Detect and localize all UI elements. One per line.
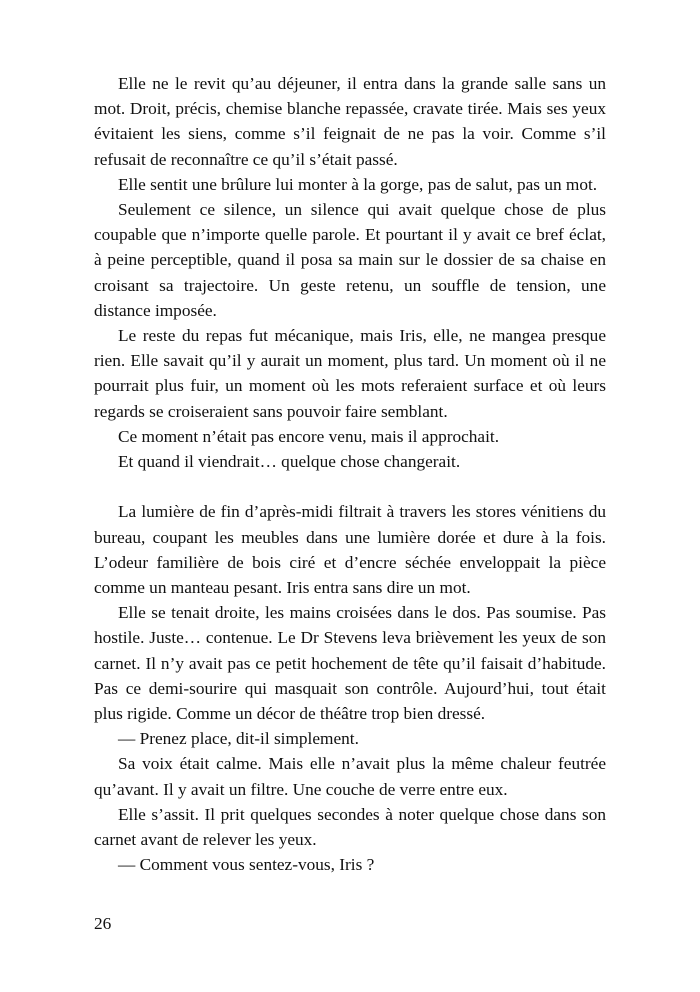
paragraph: Et quand il viendrait… quelque chose changerait. — [118, 452, 461, 472]
paragraph: Elle ne le revit qu’au déjeuner, il entra dans la grande salle sans un mot. Droit, précis, chemise blanche repassée, cravate tirée. Mais ses yeux évitaient les siens, comme s’il feignait de ne pas la voir. Comme s’il refusait de reconnaître ce qu’il s’était passé. — [94, 74, 606, 169]
paragraph: Elle se tenait droite, les mains croisées dans le dos. Pas soumise. Pas hostile. Juste… contenue. Le Dr Stevens leva brièvement les yeux de son carnet. Il n’y avait pas ce petit hochement de tête qu’il faisait d’habitude. Pas ce demi-sourire qui masquait son contrôle. Aujourd’hui, tout était plus rigide. Comme un décor de théâtre trop bien dressé. — [94, 603, 606, 724]
paragraph: Sa voix était calme. Mais elle n’avait plus la même chaleur feutrée qu’avant. Il y avait un filtre. Une couche de verre entre eux. — [94, 754, 606, 799]
section-break — [94, 474, 606, 499]
paragraph: — Prenez place, dit-il simplement. — [118, 729, 359, 749]
paragraph: Elle s’assit. Il prit quelques secondes à noter quelque chose dans son carnet avant de relever les yeux. — [94, 804, 606, 850]
paragraph: La lumière de fin d’après-midi filtrait à travers les stores vénitiens du bureau, coupant les meubles dans une lumière dorée et dure à la fois. L’odeur familière de bois ciré et d’encre séchée enveloppait la pièce comme un manteau pesant. Iris entra sans dire un mot. — [94, 502, 606, 598]
paragraph: Elle sentit une brûlure lui monter à la gorge, pas de salut, pas un mot. — [118, 174, 598, 194]
paragraph: — Comment vous sentez-vous, Iris ? — [118, 855, 375, 875]
paragraph: Le reste du repas fut mécanique, mais Iris, elle, ne mangea presque rien. Elle savait qu’il y aurait un moment, plus tard. Un moment où il ne pourrait plus fuir, un moment où les mots referaient surface et où leurs regards se croiseraient sans pouvoir faire semblant. — [94, 326, 606, 421]
page-number: 26 — [94, 914, 112, 933]
page-body — [94, 71, 606, 877]
paragraph: Seulement ce silence, un silence qui avait quelque chose de plus coupable que n’importe quelle parole. Et pourtant il y avait ce bref éclat, à peine perceptible, quand il posa sa main sur le dossier de sa chaise en croisant sa trajectoire. Un geste retenu, un souffle de tension, une distance imposée. — [94, 200, 606, 320]
paragraph: Ce moment n’était pas encore venu, mais il approchait. — [118, 426, 500, 446]
